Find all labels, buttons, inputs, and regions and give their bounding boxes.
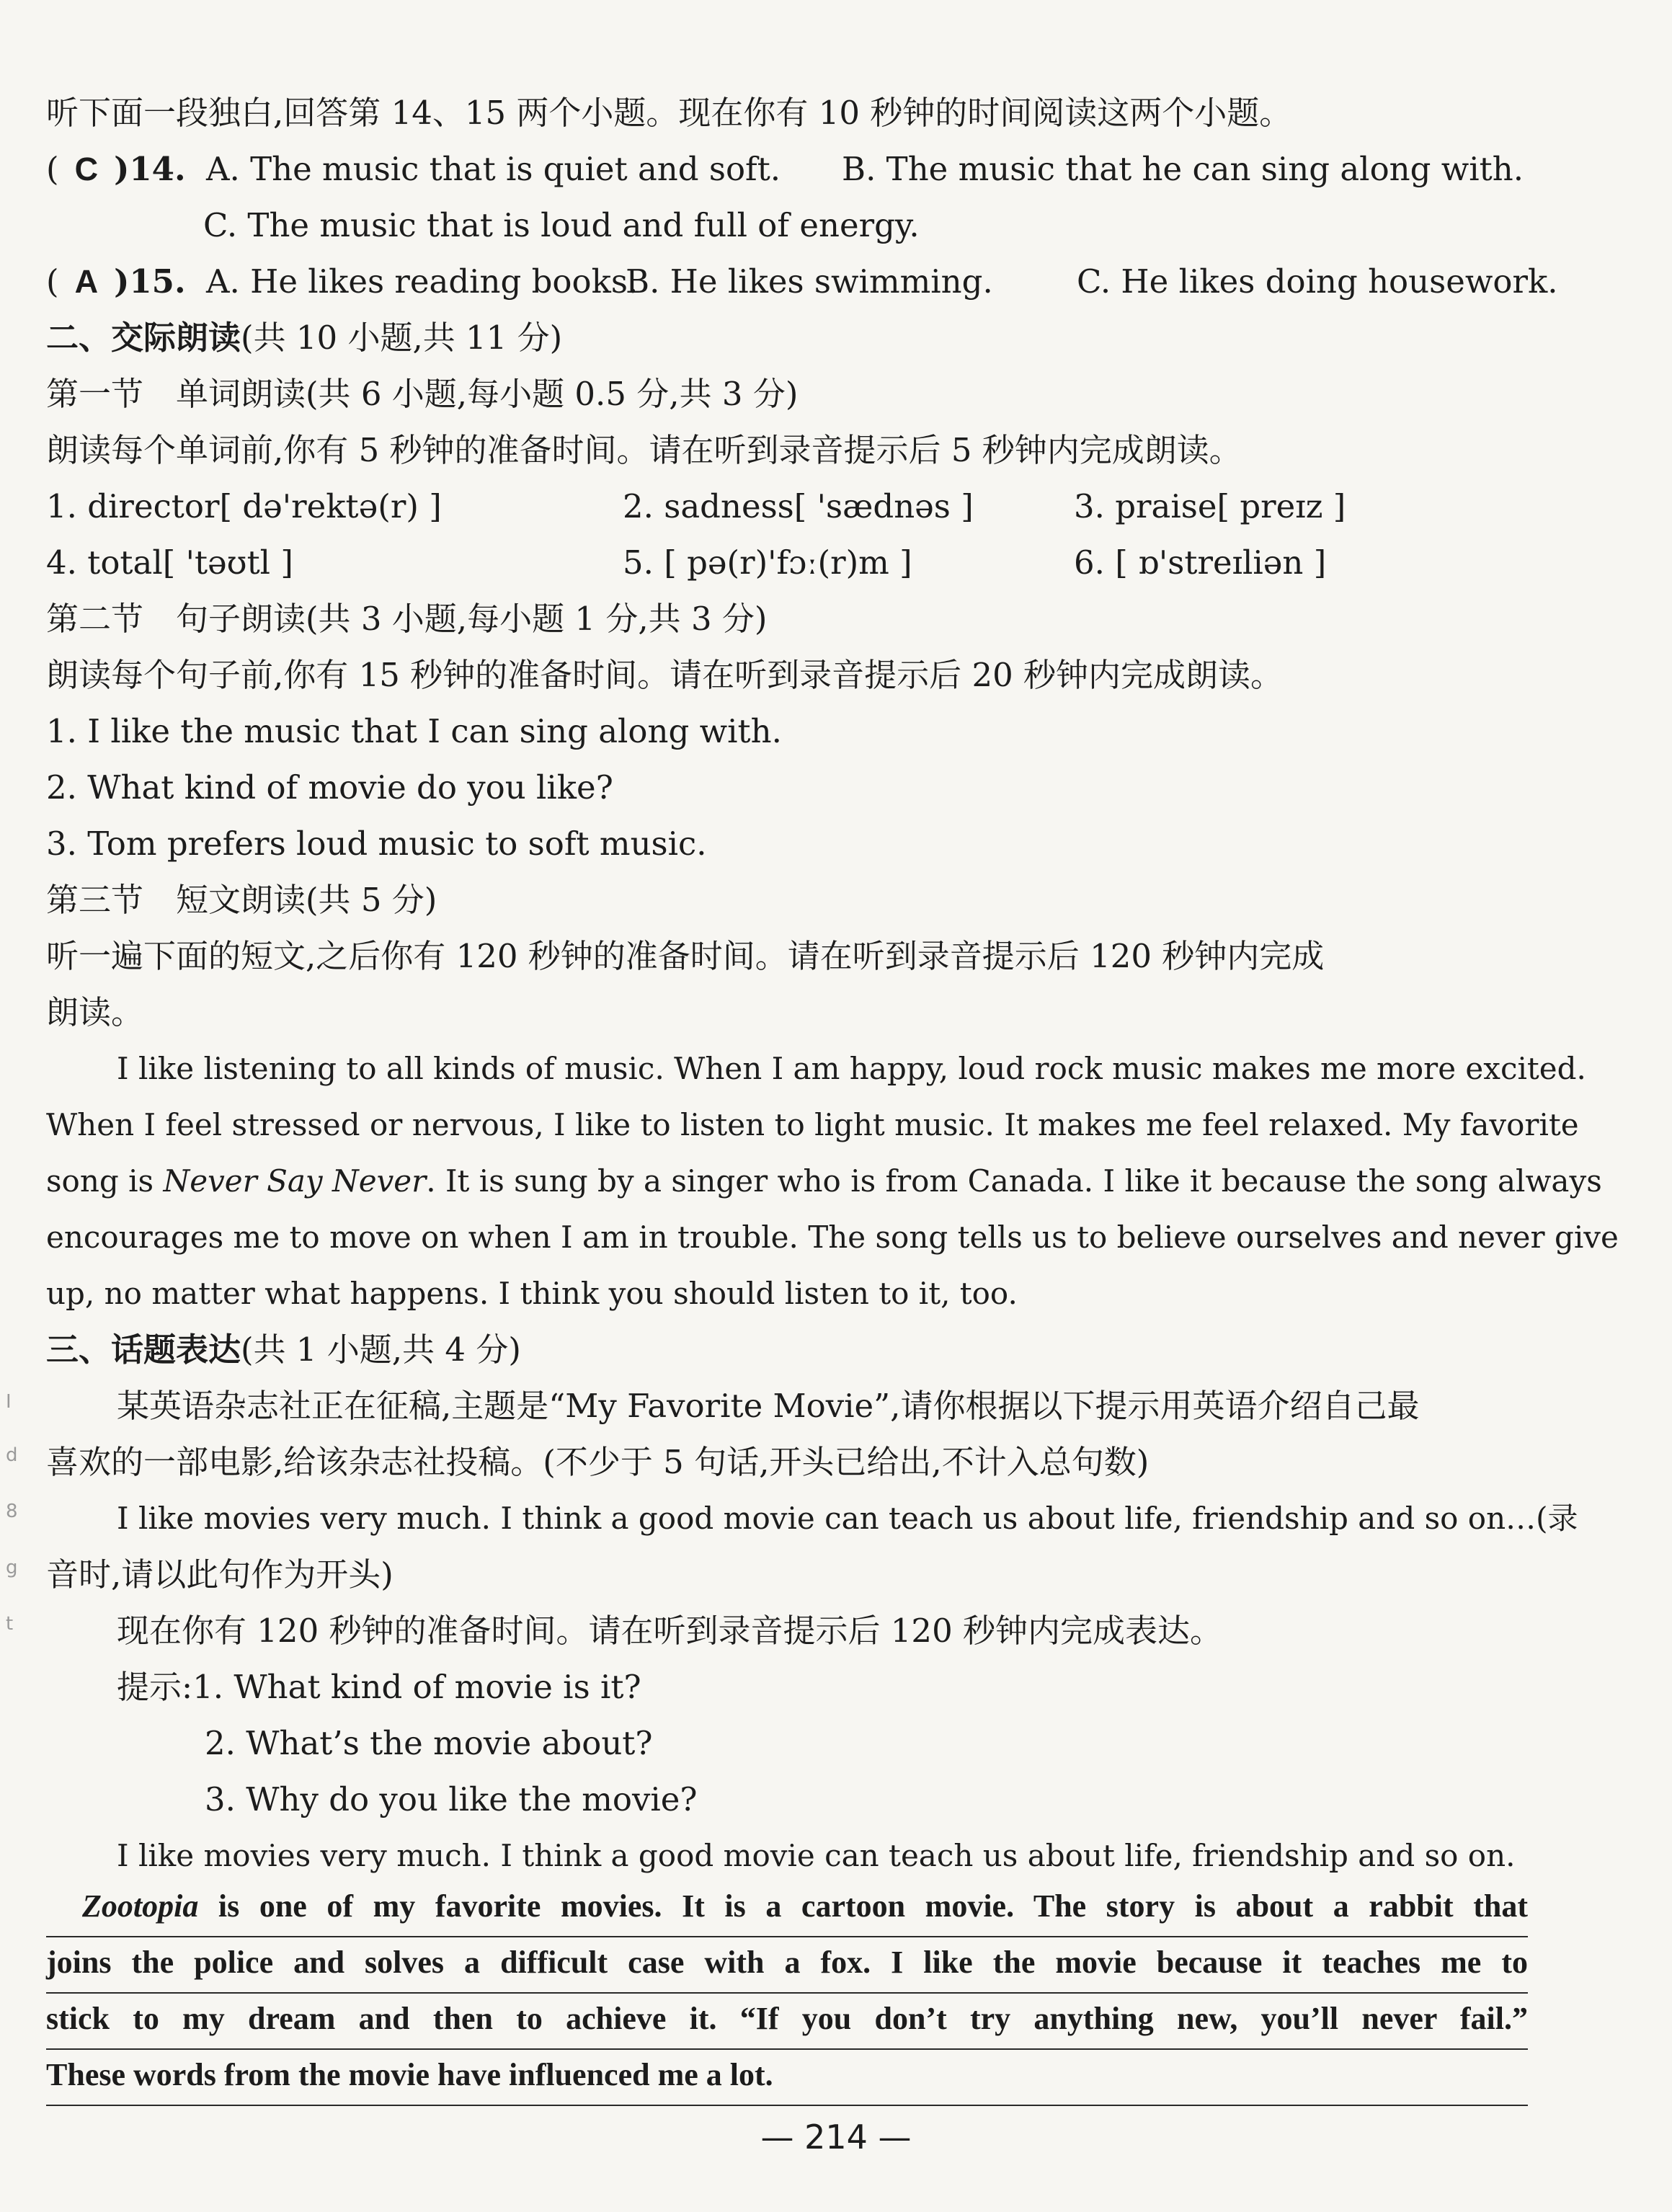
hint-item: 1. What kind of movie is it?	[192, 1668, 641, 1706]
song-title: Never Say Never	[163, 1163, 427, 1199]
q14-option-b: B. The music that he can sing along with.	[842, 150, 1524, 188]
part3-instruction-1: 听一遍下面的短文,之后你有 120 秒钟的准备时间。请在听到录音提示后 120 秒钟内完成	[46, 937, 1325, 975]
word-item: 4. total[ 'təʊtl ]	[46, 543, 293, 582]
passage-line-3: song is Never Say Never. It is sung by a singer who is from Canada. I like it because the song always	[46, 1163, 1602, 1199]
word-item: 2. sadness[ 'sædnəs ]	[623, 487, 974, 525]
section3-timing: 现在你有 120 秒钟的准备时间。请在听到录音提示后 120 秒钟内完成表达。	[117, 1612, 1223, 1650]
part2-instruction: 朗读每个句子前,你有 15 秒钟的准备时间。请在听到录音提示后 20 秒钟内完成朗读。	[46, 656, 1284, 694]
section3-prompt-1: 某英语杂志社正在征稿,主题是“My Favorite Movie”,请你根据以下提示用英语介绍自己最	[117, 1387, 1420, 1425]
hints-label: 提示:	[117, 1668, 193, 1706]
margin-mark: d	[6, 1444, 18, 1466]
answer-opening: I like movies very much. I think a good movie can teach us about life, friendship and so on.	[117, 1838, 1516, 1873]
margin-mark: g	[6, 1557, 18, 1578]
word-row-1	[46, 479, 1531, 535]
section3-opening-1: I like movies very much. I think a good movie can teach us about life, friendship and so on…(录	[117, 1501, 1578, 1536]
q15-answer: A	[74, 263, 99, 300]
section3-heading	[46, 1322, 1531, 1378]
part1-instruction: 朗读每个单词前,你有 5 秒钟的准备时间。请在听到录音提示后 5 秒钟内完成朗读。	[46, 431, 1242, 469]
q15-option-c: C. He likes doing housework.	[1077, 262, 1558, 301]
word-item: 5. [ pə(r)'fɔː(r)m ]	[623, 543, 912, 582]
listening-intro: 听下面一段独白,回答第 14、15 两个小题。现在你有 10 秒钟的时间阅读这两个小题。	[46, 94, 1292, 132]
sentence-item: 2. What kind of movie do you like?	[46, 768, 613, 807]
question-14	[46, 141, 1531, 197]
section2-heading	[46, 310, 1531, 366]
passage-line-4: encourages me to move on when I am in trouble. The song tells us to believe ourselves and never give	[46, 1220, 1619, 1255]
q14-option-a: A. The music that is quiet and soft.	[206, 150, 781, 188]
section2-title: 二、交际朗读	[46, 319, 241, 357]
movie-title: Zootopia	[82, 1888, 199, 1924]
page-number: — 214 —	[760, 2118, 912, 2157]
sentence-item: 1. I like the music that I can sing along with.	[46, 712, 782, 750]
question-15	[46, 254, 1558, 310]
q15-number: ( A )15.	[46, 262, 186, 301]
answer-line-2: joins the police and solves a difficult case with a fox. I like the movie because it teaches me to	[46, 1937, 1528, 1994]
margin-mark: t	[6, 1613, 14, 1635]
word-item: 3. praise[ preɪz ]	[1074, 487, 1346, 525]
word-item: 1. director[ də'rektə(r) ]	[46, 487, 442, 525]
passage-line-2: When I feel stressed or nervous, I like to listen to light music. It makes me feel relaxed. My favorite	[46, 1107, 1579, 1142]
section2-note: (共 10 小题,共 11 分)	[241, 319, 563, 357]
answer-line-3: stick to my dream and then to achieve it. “If you don’t try anything new, you’ll never fail.”	[46, 1994, 1528, 2050]
section3-title: 三、话题表达	[46, 1331, 241, 1369]
passage-line-5: up, no matter what happens. I think you should listen to it, too.	[46, 1276, 1018, 1311]
word-row-2	[46, 535, 1531, 591]
answer-line-1: Zootopia is one of my favorite movies. It is a cartoon movie. The story is about a rabbit that	[46, 1881, 1528, 1937]
margin-mark: 8	[6, 1501, 18, 1522]
answer-line-4: These words from the movie have influenced me a lot.	[46, 2050, 1528, 2106]
q14-number: ( C )14.	[46, 150, 186, 188]
hints-row-1	[117, 1659, 1601, 1715]
part2-title: 第二节 句子朗读(共 3 小题,每小题 1 分,共 3 分)	[46, 600, 768, 638]
passage-line-1: I like listening to all kinds of music. When I am happy, loud rock music makes me more excited.	[117, 1051, 1586, 1086]
sentence-item: 3. Tom prefers loud music to soft music.	[46, 825, 707, 863]
section3-prompt-2: 喜欢的一部电影,给该杂志社投稿。(不少于 5 句话,开头已给出,不计入总句数)	[46, 1443, 1150, 1481]
q15-option-a: A. He likes reading books.	[206, 262, 639, 301]
hint-item: 3. Why do you like the movie?	[205, 1780, 698, 1818]
part3-instruction-2: 朗读。	[46, 993, 144, 1031]
q14-option-c: C. The music that is loud and full of energy.	[203, 206, 920, 244]
part3-title: 第三节 短文朗读(共 5 分)	[46, 881, 437, 919]
q15-option-b: B. He likes swimming.	[626, 262, 993, 301]
part1-title: 第一节 单词朗读(共 6 小题,每小题 0.5 分,共 3 分)	[46, 375, 799, 413]
q14-answer: C	[74, 151, 99, 187]
hint-item: 2. What’s the movie about?	[205, 1724, 653, 1762]
word-item: 6. [ ɒ'streɪliən ]	[1074, 543, 1327, 582]
section3-opening-2: 音时,请以此句作为开头)	[46, 1555, 393, 1594]
section3-note: (共 1 小题,共 4 分)	[241, 1331, 521, 1369]
margin-mark: I	[6, 1391, 12, 1413]
